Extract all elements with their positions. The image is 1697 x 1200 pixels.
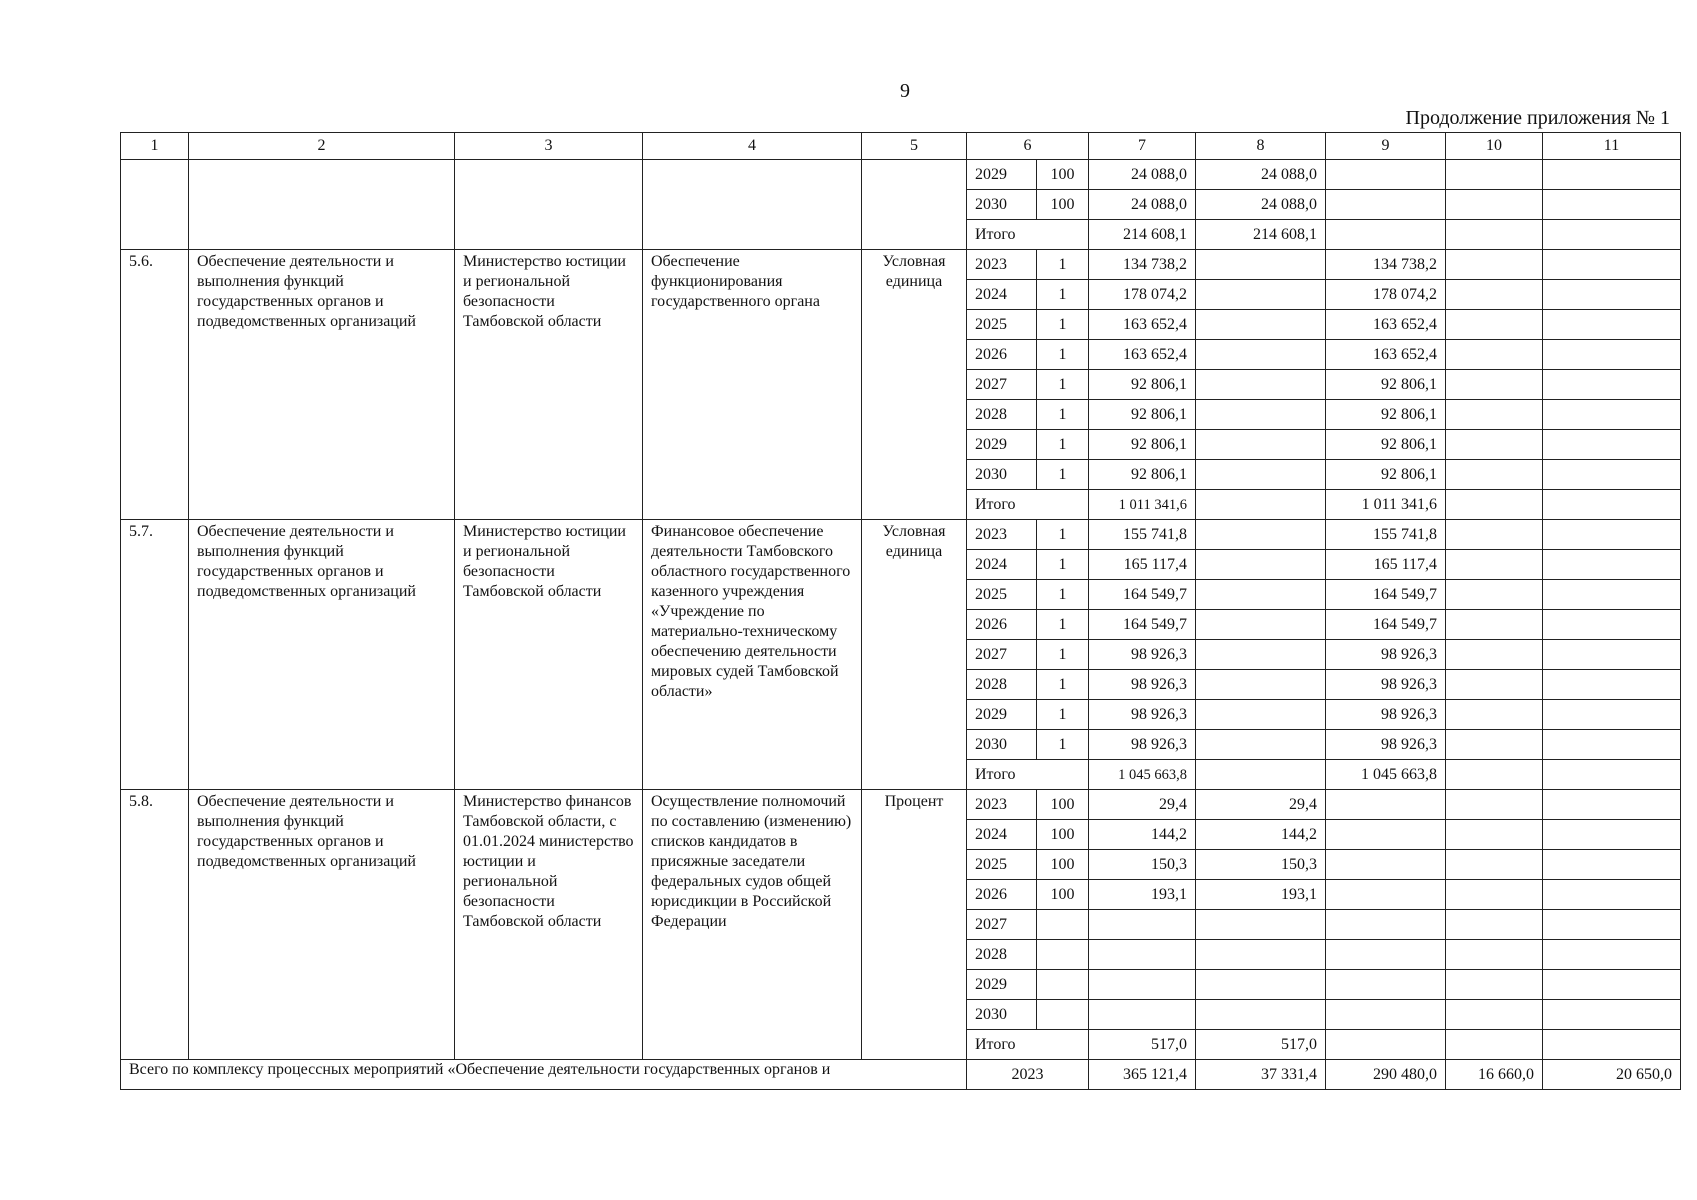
amount-cell: 163 652,4 [1326,340,1446,370]
activity-name-cell: Обеспечение деятельности и выполнения функций государственных органов и подведомственных организаций [189,520,455,790]
indicator-value-cell: 100 [1037,790,1089,820]
amount-cell [1196,400,1326,430]
result-cell: Финансовое обеспечение деятельности Тамбовского областного государственного казенного учреждения «Учреждение по материально-техническому обеспечению деятельности мировых судей Тамбовской области» [643,520,862,790]
executor-cell: Министерство финансов Тамбовской области, с 01.01.2024 министерство юстиции и региональной безопасности Тамбовской области [455,790,643,1060]
year-cell: 2027 [967,370,1037,400]
header-row [121,133,1681,160]
amount-cell: 163 652,4 [1089,340,1196,370]
column-header: 8 [1196,133,1326,160]
total-label-cell: Итого [967,760,1089,790]
column-header: 2 [189,133,455,160]
amount-cell: 165 117,4 [1326,550,1446,580]
continued-empty-cell [862,160,967,250]
amount-cell [1446,940,1543,970]
amount-cell [1446,370,1543,400]
amount-cell [1326,910,1446,940]
amount-cell [1446,160,1543,190]
total-amount-cell [1446,760,1543,790]
amount-cell: 134 738,2 [1089,250,1196,280]
year-cell: 2028 [967,400,1037,430]
amount-cell: 165 117,4 [1089,550,1196,580]
amount-cell: 92 806,1 [1089,460,1196,490]
amount-cell [1543,280,1681,310]
total-amount-cell: 214 608,1 [1196,220,1326,250]
year-cell: 2027 [967,910,1037,940]
amount-cell [1543,700,1681,730]
grand-total-year: 2023 [967,1060,1089,1090]
result-cell: Обеспечение функционирования государственного органа [643,250,862,520]
year-cell: 2023 [967,250,1037,280]
amount-cell [1543,310,1681,340]
table-row [121,160,1681,190]
amount-cell [1196,940,1326,970]
appendix-continuation-label: Продолжение приложения № 1 [1405,107,1670,129]
year-cell: 2025 [967,580,1037,610]
indicator-value-cell: 1 [1037,550,1089,580]
amount-cell [1543,640,1681,670]
total-amount-cell [1446,220,1543,250]
amount-cell [1446,550,1543,580]
year-cell: 2029 [967,160,1037,190]
amount-cell [1446,670,1543,700]
indicator-value-cell: 1 [1037,370,1089,400]
amount-cell: 164 549,7 [1089,580,1196,610]
table-row [121,250,1681,280]
amount-cell: 178 074,2 [1089,280,1196,310]
indicator-value-cell: 100 [1037,880,1089,910]
amount-cell: 178 074,2 [1326,280,1446,310]
indicator-value-cell: 100 [1037,160,1089,190]
amount-cell: 164 549,7 [1089,610,1196,640]
amount-cell: 92 806,1 [1089,430,1196,460]
amount-cell: 155 741,8 [1326,520,1446,550]
amount-cell [1543,160,1681,190]
amount-cell [1446,640,1543,670]
column-header: 10 [1446,133,1543,160]
amount-cell [1196,310,1326,340]
indicator-value-cell [1037,910,1089,940]
year-cell: 2025 [967,310,1037,340]
total-amount-cell: 1 045 663,8 [1326,760,1446,790]
year-cell: 2024 [967,550,1037,580]
year-cell: 2028 [967,940,1037,970]
amount-cell [1543,430,1681,460]
year-cell: 2026 [967,880,1037,910]
total-amount-cell [1196,490,1326,520]
year-cell: 2030 [967,730,1037,760]
section-number-cell: 5.7. [121,520,189,790]
amount-cell: 163 652,4 [1326,310,1446,340]
amount-cell [1326,880,1446,910]
amount-cell: 134 738,2 [1326,250,1446,280]
indicator-value-cell: 1 [1037,430,1089,460]
amount-cell: 92 806,1 [1089,400,1196,430]
amount-cell [1446,820,1543,850]
amount-cell [1446,460,1543,490]
unit-cell: Условная единица [862,520,967,790]
amount-cell: 92 806,1 [1326,400,1446,430]
amount-cell [1543,250,1681,280]
amount-cell [1543,610,1681,640]
total-amount-cell: 1 011 341,6 [1089,490,1196,520]
continued-empty-cell [643,160,862,250]
grand-total-label: Всего по комплексу процессных мероприятий «Обеспечение деятельности государственных органов и [121,1060,967,1090]
amount-cell [1196,910,1326,940]
total-amount-cell: 517,0 [1196,1030,1326,1060]
total-amount-cell [1543,760,1681,790]
amount-cell [1326,790,1446,820]
amount-cell: 98 926,3 [1089,700,1196,730]
amount-cell [1326,970,1446,1000]
grand-total-amount: 290 480,0 [1326,1060,1446,1090]
indicator-value-cell [1037,940,1089,970]
amount-cell: 98 926,3 [1089,670,1196,700]
grand-total-amount: 20 650,0 [1543,1060,1681,1090]
amount-cell [1326,940,1446,970]
amount-cell [1543,850,1681,880]
amount-cell [1326,190,1446,220]
year-cell: 2025 [967,850,1037,880]
amount-cell [1089,1000,1196,1030]
amount-cell [1196,250,1326,280]
amount-cell [1446,580,1543,610]
indicator-value-cell: 100 [1037,190,1089,220]
column-header: 3 [455,133,643,160]
amount-cell: 24 088,0 [1089,190,1196,220]
year-cell: 2029 [967,430,1037,460]
activity-name-cell: Обеспечение деятельности и выполнения функций государственных органов и подведомственных организаций [189,250,455,520]
amount-cell: 98 926,3 [1089,640,1196,670]
amount-cell [1446,790,1543,820]
indicator-value-cell: 1 [1037,670,1089,700]
amount-cell: 150,3 [1196,850,1326,880]
amount-cell [1446,250,1543,280]
column-header: 11 [1543,133,1681,160]
amount-cell: 92 806,1 [1326,460,1446,490]
grand-total-row [121,1060,1681,1090]
amount-cell [1543,790,1681,820]
amount-cell [1446,850,1543,880]
amount-cell [1326,160,1446,190]
total-amount-cell [1446,490,1543,520]
amount-cell: 29,4 [1196,790,1326,820]
year-cell: 2023 [967,520,1037,550]
amount-cell [1089,910,1196,940]
total-amount-cell: 1 045 663,8 [1089,760,1196,790]
amount-cell: 193,1 [1089,880,1196,910]
amount-cell [1196,370,1326,400]
amount-cell [1446,910,1543,940]
amount-cell: 98 926,3 [1089,730,1196,760]
column-header: 4 [643,133,862,160]
amount-cell: 92 806,1 [1326,430,1446,460]
amount-cell [1446,1000,1543,1030]
amount-cell [1196,610,1326,640]
amount-cell [1446,310,1543,340]
total-amount-cell [1326,220,1446,250]
total-amount-cell [1446,1030,1543,1060]
amount-cell [1196,730,1326,760]
amount-cell: 24 088,0 [1196,190,1326,220]
amount-cell [1196,670,1326,700]
amount-cell: 98 926,3 [1326,730,1446,760]
total-amount-cell: 214 608,1 [1089,220,1196,250]
amount-cell [1196,340,1326,370]
column-header: 6 [967,133,1089,160]
amount-cell [1196,430,1326,460]
grand-total-amount: 37 331,4 [1196,1060,1326,1090]
amount-cell [1196,550,1326,580]
amount-cell: 164 549,7 [1326,580,1446,610]
amount-cell [1543,460,1681,490]
amount-cell [1089,940,1196,970]
year-cell: 2026 [967,610,1037,640]
grand-total-amount: 365 121,4 [1089,1060,1196,1090]
year-cell: 2023 [967,790,1037,820]
total-label-cell: Итого [967,1030,1089,1060]
indicator-value-cell: 1 [1037,730,1089,760]
column-header: 9 [1326,133,1446,160]
indicator-value-cell: 1 [1037,310,1089,340]
amount-cell [1543,670,1681,700]
amount-cell [1543,1000,1681,1030]
year-cell: 2028 [967,670,1037,700]
budget-table [120,132,1681,1090]
amount-cell: 144,2 [1089,820,1196,850]
amount-cell [1196,280,1326,310]
indicator-value-cell: 1 [1037,640,1089,670]
total-amount-cell [1543,490,1681,520]
total-label-cell: Итого [967,220,1089,250]
amount-cell: 98 926,3 [1326,670,1446,700]
amount-cell [1446,970,1543,1000]
grand-total-amount: 16 660,0 [1446,1060,1543,1090]
indicator-value-cell: 1 [1037,250,1089,280]
amount-cell [1446,520,1543,550]
amount-cell [1543,340,1681,370]
amount-cell [1326,820,1446,850]
amount-cell: 24 088,0 [1196,160,1326,190]
amount-cell [1446,190,1543,220]
amount-cell: 98 926,3 [1326,640,1446,670]
amount-cell: 29,4 [1089,790,1196,820]
year-cell: 2030 [967,460,1037,490]
amount-cell: 24 088,0 [1089,160,1196,190]
amount-cell [1446,400,1543,430]
year-cell: 2024 [967,280,1037,310]
amount-cell [1543,940,1681,970]
total-label-cell: Итого [967,490,1089,520]
indicator-value-cell: 1 [1037,520,1089,550]
continued-empty-cell [121,160,189,250]
indicator-value-cell: 1 [1037,280,1089,310]
amount-cell [1543,820,1681,850]
total-amount-cell [1543,1030,1681,1060]
amount-cell [1196,700,1326,730]
year-cell: 2030 [967,1000,1037,1030]
column-header: 5 [862,133,967,160]
amount-cell: 163 652,4 [1089,310,1196,340]
table-row [121,520,1681,550]
amount-cell [1326,850,1446,880]
indicator-value-cell: 1 [1037,460,1089,490]
amount-cell [1446,700,1543,730]
amount-cell [1543,970,1681,1000]
executor-cell: Министерство юстиции и региональной безопасности Тамбовской области [455,250,643,520]
amount-cell: 144,2 [1196,820,1326,850]
year-cell: 2027 [967,640,1037,670]
indicator-value-cell [1037,970,1089,1000]
amount-cell: 92 806,1 [1326,370,1446,400]
indicator-value-cell [1037,1000,1089,1030]
column-header: 1 [121,133,189,160]
amount-cell [1446,340,1543,370]
activity-name-cell: Обеспечение деятельности и выполнения функций государственных органов и подведомственных организаций [189,790,455,1060]
indicator-value-cell: 1 [1037,340,1089,370]
amount-cell [1196,640,1326,670]
indicator-value-cell: 1 [1037,400,1089,430]
amount-cell [1446,610,1543,640]
amount-cell: 164 549,7 [1326,610,1446,640]
section-number-cell: 5.6. [121,250,189,520]
amount-cell [1089,970,1196,1000]
amount-cell [1446,280,1543,310]
indicator-value-cell: 1 [1037,610,1089,640]
amount-cell [1543,730,1681,760]
total-amount-cell [1543,220,1681,250]
year-cell: 2024 [967,820,1037,850]
year-cell: 2029 [967,700,1037,730]
column-header: 7 [1089,133,1196,160]
continued-empty-cell [455,160,643,250]
year-cell: 2030 [967,190,1037,220]
executor-cell: Министерство юстиции и региональной безопасности Тамбовской области [455,520,643,790]
amount-cell: 155 741,8 [1089,520,1196,550]
amount-cell [1446,430,1543,460]
amount-cell [1543,580,1681,610]
amount-cell [1543,190,1681,220]
amount-cell [1543,370,1681,400]
total-amount-cell [1196,760,1326,790]
amount-cell [1543,520,1681,550]
amount-cell: 98 926,3 [1326,700,1446,730]
amount-cell [1196,970,1326,1000]
amount-cell: 92 806,1 [1089,370,1196,400]
indicator-value-cell: 100 [1037,850,1089,880]
table-row [121,790,1681,820]
amount-cell [1446,730,1543,760]
year-cell: 2029 [967,970,1037,1000]
amount-cell [1196,580,1326,610]
continued-empty-cell [189,160,455,250]
amount-cell [1196,520,1326,550]
total-amount-cell [1326,1030,1446,1060]
year-cell: 2026 [967,340,1037,370]
total-amount-cell: 517,0 [1089,1030,1196,1060]
amount-cell: 193,1 [1196,880,1326,910]
indicator-value-cell: 100 [1037,820,1089,850]
indicator-value-cell: 1 [1037,700,1089,730]
page-number: 9 [900,80,910,102]
unit-cell: Условная единица [862,250,967,520]
unit-cell: Процент [862,790,967,1060]
total-amount-cell: 1 011 341,6 [1326,490,1446,520]
amount-cell [1543,880,1681,910]
result-cell: Осуществление полномочий по составлению (изменению) списков кандидатов в присяжные заседатели федеральных судов общей юрисдикции в Российской Федерации [643,790,862,1060]
amount-cell [1446,880,1543,910]
amount-cell [1196,460,1326,490]
amount-cell: 150,3 [1089,850,1196,880]
amount-cell [1326,1000,1446,1030]
indicator-value-cell: 1 [1037,580,1089,610]
amount-cell [1543,400,1681,430]
section-number-cell: 5.8. [121,790,189,1060]
amount-cell [1543,910,1681,940]
amount-cell [1196,1000,1326,1030]
amount-cell [1543,550,1681,580]
